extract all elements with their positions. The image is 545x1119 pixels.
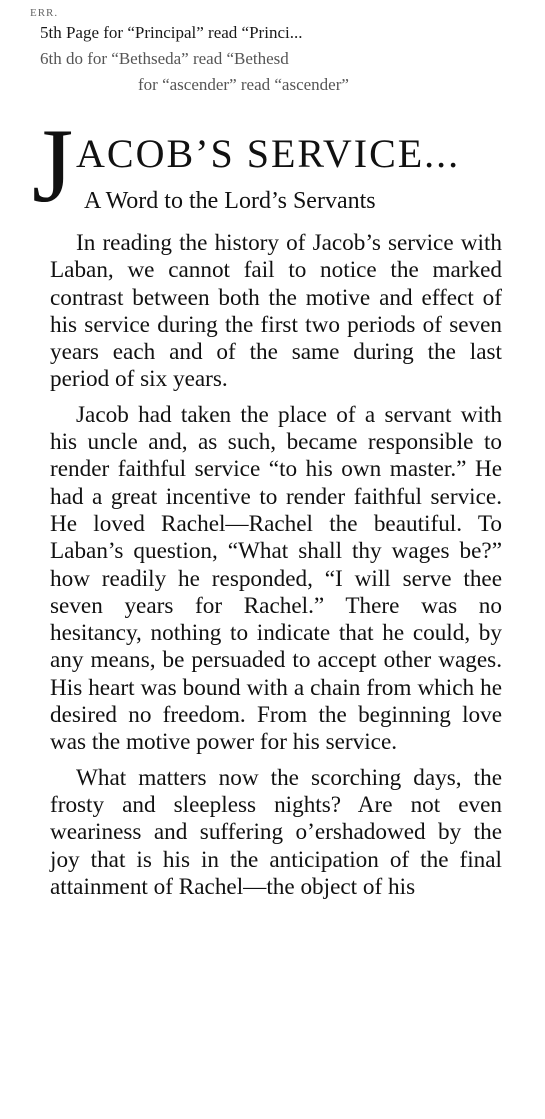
article-subtitle: A Word to the Lord’s Servants — [84, 188, 376, 214]
errata-note — [30, 6, 520, 98]
errata-line-1: 5th Page for “Principal” read “Princi... — [40, 23, 303, 42]
errata-tag: ERR. — [30, 7, 59, 19]
errata-line-2: 6th do for “Bethseda” read “Bethesd — [40, 49, 289, 68]
article-heading — [30, 107, 530, 224]
errata-line-3: for “ascender” read “ascender” — [138, 75, 349, 94]
article-title: ACOB’S SERVICE... — [76, 131, 461, 176]
paragraph-1: In reading the history of Jacob’s service with Laban, we cannot fail to notice the marked contrast between both the motive and effect of his service during the first two periods of seven years each and of the same during the last period of six years. — [50, 230, 502, 393]
paragraph-3: What matters now the scorching days, the frosty and sleepless nights? Are not even weariness and suffering o’ershadowed by the joy that is his in the anticipation of the final attainment of Rachel—the object of his — [50, 764, 502, 900]
article-body — [50, 230, 502, 909]
drop-cap: J — [32, 107, 74, 224]
paragraph-2: Jacob had taken the place of a servant with his uncle and, as such, became responsible to render faithful service “to his own master.” He had a great incentive to render faithful service. He loved Rachel—Rachel the beautiful. To Laban’s question, “What shall thy wages be?” how readily he responded, “I will serve thee seven years for Rachel.” There was no hesitancy, nothing to indicate that he could, by any means, be persuaded to accept other wages. His heart was bound with a chain from which he desired no freedom. From the beginning love was the motive power for his service. — [50, 401, 502, 756]
